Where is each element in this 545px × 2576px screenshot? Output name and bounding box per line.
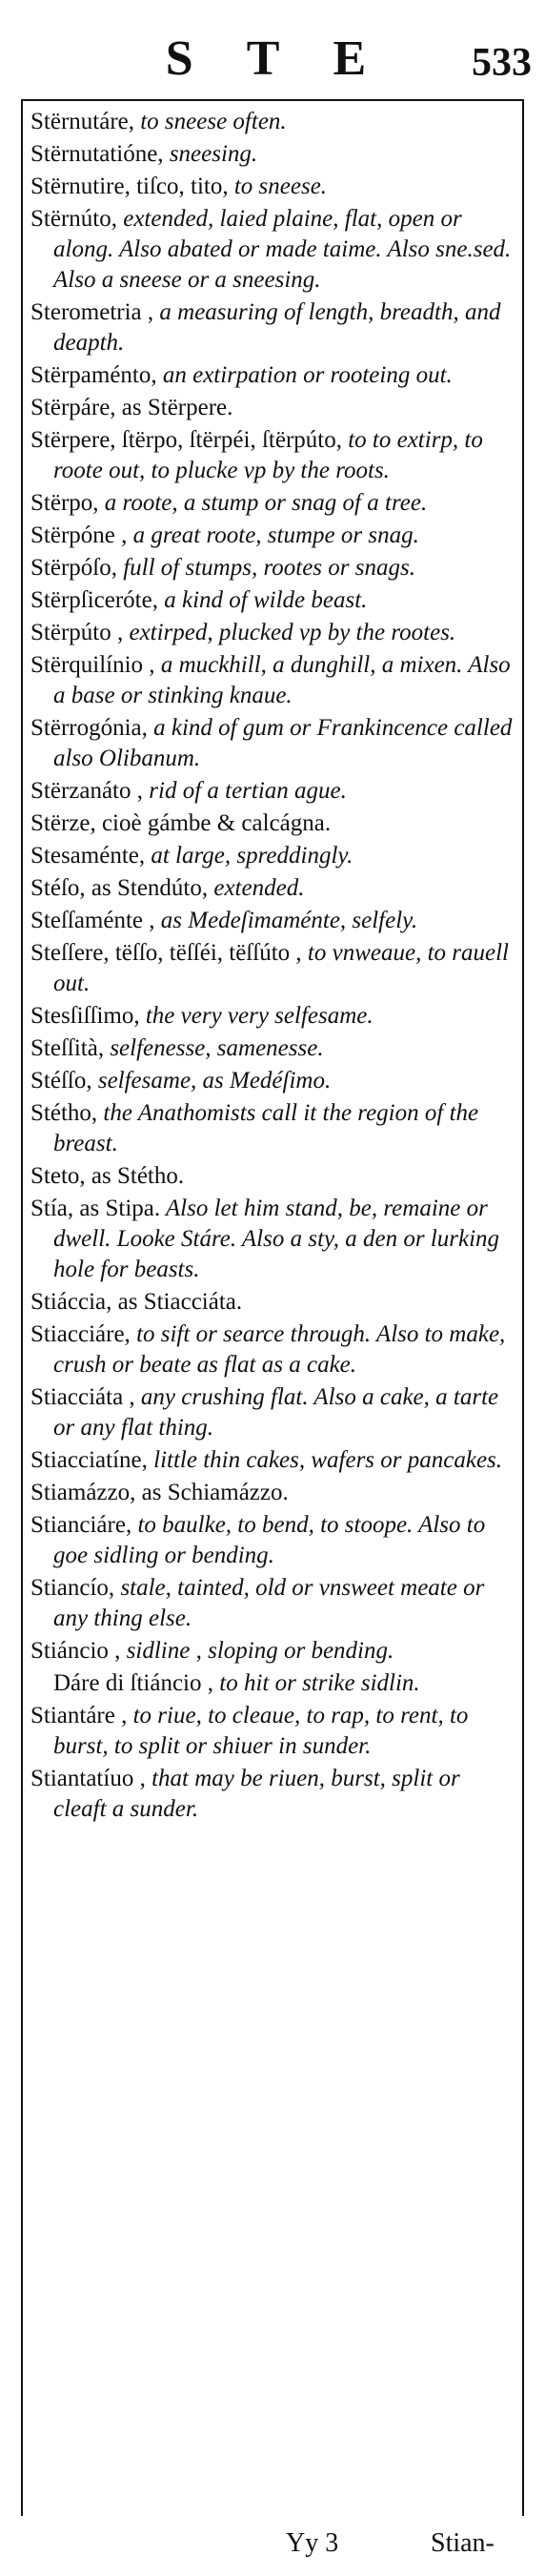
- entry-headword: Dáre di ſtiáncio ,: [53, 1670, 213, 1696]
- catchword: Stian-: [431, 2528, 495, 2558]
- entry-gloss: Also let him stand, be, remaine or dwell. Looke Stáre. Also a sty, a den or lurking hole for beasts.: [53, 1196, 500, 1282]
- running-header: [0, 21, 545, 88]
- entry-headword: Stianciáre,: [30, 1512, 132, 1538]
- dictionary-entry: [30, 297, 518, 358]
- entry-gloss: a kind of gum or Frankincence called also Olibanum.: [53, 715, 513, 771]
- entry-headword: Stërpo,: [30, 490, 99, 516]
- dictionary-entry: [30, 1287, 518, 1318]
- dictionary-entry: [30, 1636, 518, 1666]
- entry-gloss: a great roote, stumpe or snag.: [127, 522, 419, 548]
- entry-headword: Stërpáre, as Stërpere.: [30, 395, 233, 420]
- entry-gloss: a roote, a stump or snag of a tree.: [98, 490, 428, 516]
- dictionary-entry: [30, 1161, 518, 1192]
- dictionary-entry: [30, 585, 518, 616]
- dictionary-entry: [30, 1319, 518, 1380]
- entry-gloss: selfesame, as Medéſimo.: [91, 1068, 332, 1094]
- entry-gloss: the Anathomists call it the region of the breast.: [53, 1100, 479, 1156]
- dictionary-entry: [30, 1478, 518, 1508]
- entry-gloss: the very very selfesame.: [139, 1003, 373, 1029]
- dictionary-entry: [30, 204, 518, 296]
- dictionary-entry: [30, 906, 518, 936]
- entry-gloss: at large, spreddingly.: [145, 843, 353, 869]
- entry-gloss: to sneese often.: [133, 109, 287, 134]
- dictionary-entry: [30, 521, 518, 551]
- entry-gloss: full of stumps, rootes or snags.: [116, 555, 415, 581]
- entry-headword: Stiantatíuo ,: [30, 1766, 146, 1791]
- entry-gloss: to baulke, to bend, to stoope. Also to goe sidling or bending.: [53, 1512, 486, 1568]
- dictionary-entry: [30, 139, 518, 170]
- entry-headword: Stétho,: [30, 1100, 98, 1126]
- signature-mark: Yy 3: [286, 2528, 339, 2558]
- top-rule: [21, 99, 524, 101]
- dictionary-entry: [30, 618, 518, 648]
- entry-headword: Stesaménte,: [30, 843, 146, 869]
- entry-headword: Stërpóſo,: [30, 555, 117, 581]
- dictionary-entry: [30, 107, 518, 137]
- entry-gloss: a kind of wilde beast.: [157, 587, 368, 613]
- entry-gloss: to sneese.: [228, 174, 328, 199]
- entry-headword: Stiancío,: [30, 1575, 115, 1601]
- page-number: 533: [472, 41, 532, 85]
- entry-headword: Stiantáre ,: [30, 1703, 128, 1728]
- entry-headword: Stërnutatióne,: [30, 141, 164, 167]
- dictionary-entry: [30, 1001, 518, 1032]
- entry-headword: Stërpaménto,: [30, 362, 157, 388]
- entry-headword: Stërpúto ,: [30, 620, 124, 645]
- dictionary-entry: [30, 1701, 518, 1762]
- dictionary-entry: [30, 1445, 518, 1476]
- dictionary-entry: [30, 1194, 518, 1285]
- entry-gloss: an extirpation or rooteing out.: [156, 362, 453, 388]
- entry-gloss: to riue, to cleaue, to rap, to rent, to burst, to split or shiuer in sunder.: [53, 1703, 469, 1759]
- entry-gloss: extended.: [208, 875, 305, 901]
- dictionary-entry: [30, 425, 518, 486]
- entry-headword: Stiáccia, as Stiacciáta.: [30, 1289, 243, 1315]
- entry-headword: Stiamázzo, as Schiamázzo.: [30, 1480, 289, 1505]
- entry-headword: Stéſo, as Stendúto,: [30, 875, 209, 901]
- dictionary-entry: [30, 1510, 518, 1571]
- entry-gloss: as Medeſimaménte, selfely.: [154, 908, 418, 933]
- entry-headword: Stía, as Stipa.: [30, 1196, 161, 1221]
- entry-headword: Stiáncio ,: [30, 1638, 121, 1664]
- entry-headword: Stiacciáre,: [30, 1321, 131, 1347]
- entry-gloss: stale, tainted, old or vnsweet meate or any thing else.: [53, 1575, 485, 1631]
- dictionary-entry: [30, 1382, 518, 1443]
- entry-gloss: sidline , sloping or bending.: [120, 1638, 394, 1664]
- entry-headword: Stërze, cioè gámbe & calcágna.: [30, 810, 332, 836]
- entry-headword: Stërzanáto ,: [30, 778, 144, 804]
- entry-gloss: a measuring of length, breadth, and deapth.: [53, 299, 501, 356]
- dictionary-entry: [30, 1764, 518, 1825]
- dictionary-entry: [30, 1573, 518, 1634]
- dictionary-entry: [30, 1098, 518, 1159]
- dictionary-entry: [30, 553, 518, 583]
- dictionary-entry: [30, 938, 518, 999]
- dictionary-entry: [30, 841, 518, 871]
- dictionary-entry: [30, 360, 518, 391]
- entry-headword: Steſſità,: [30, 1035, 105, 1061]
- dictionary-entry: [30, 488, 518, 519]
- entry-gloss: extirped, plucked vp by the rootes.: [123, 620, 456, 645]
- entry-headword: Stërrogónia,: [30, 715, 148, 741]
- entry-headword: Stërnutire, tiſco, tito,: [30, 174, 229, 199]
- entry-headword: Sterometria ,: [30, 299, 154, 325]
- entry-headword: Stërquilínio ,: [30, 652, 155, 678]
- entry-headword: Steto, as Stétho.: [30, 1163, 185, 1189]
- right-rule: [522, 99, 524, 2516]
- dictionary-entry: [30, 172, 518, 202]
- page-footer: [0, 2521, 545, 2568]
- entry-gloss: rid of a tertian ague.: [143, 778, 347, 804]
- entry-gloss: that may be riuen, burst, split or cleaft a sunder.: [53, 1766, 460, 1822]
- entry-gloss: little thin cakes, wafers or pancakes.: [147, 1447, 503, 1473]
- entry-gloss: selfenesse, samenesse.: [104, 1035, 324, 1061]
- dictionary-entry: [30, 713, 518, 774]
- dictionary-entry: [30, 650, 518, 711]
- entry-gloss: to vnweaue, to rauell out.: [53, 940, 509, 996]
- entry-headword: Stiacciáta ,: [30, 1384, 135, 1410]
- entry-headword: Stërpóne ,: [30, 522, 128, 548]
- dictionary-entry: [30, 393, 518, 423]
- entry-headword: Stiacciatíne,: [30, 1447, 148, 1473]
- entry-headword: Steſſaménte ,: [30, 908, 155, 933]
- dictionary-entry: [30, 808, 518, 839]
- dictionary-entry: [30, 1066, 518, 1096]
- entry-headword: Stesſiſſimo,: [30, 1003, 140, 1029]
- entry-headword: Stërpere, ſtërpo, ſtërpéi, ſtërpúto,: [30, 427, 342, 453]
- entry-gloss: a muckhill, a dunghill, a mixen. Also a base or stinking knaue.: [53, 652, 511, 708]
- entry-gloss: to sift or searce through. Also to make, crush or beate as flat as a cake.: [53, 1321, 506, 1378]
- entry-gloss: to to extirp, to roote out, to plucke vp by the roots.: [53, 427, 483, 483]
- entry-gloss: any crushing flat. Also a cake, a tarte or any flat thing.: [53, 1384, 499, 1441]
- entry-headword: Steſſere, tëſſo, tëſſéi, tëſſúto ,: [30, 940, 302, 966]
- entry-gloss: extended, laied plaine, flat, open or along. Also abated or made taime. Also sne.sed. Also a sneese or a sneesing.: [53, 206, 512, 293]
- dictionary-entry: [30, 1668, 518, 1699]
- dictionary-entry: [30, 873, 518, 904]
- entry-headword: Stërpſiceróte,: [30, 587, 158, 613]
- left-rule: [21, 99, 23, 2516]
- dictionary-entry: [30, 776, 518, 807]
- running-title: S T E: [165, 31, 388, 86]
- entry-headword: Stërnutáre,: [30, 109, 134, 134]
- dictionary-entry: [30, 1033, 518, 1064]
- entry-headword: Stërnúto,: [30, 206, 117, 232]
- entry-gloss: sneesing.: [163, 141, 258, 167]
- entry-gloss: to hit or strike sidlin.: [213, 1670, 420, 1696]
- entry-column: [30, 107, 518, 1827]
- entry-headword: Stéſſo,: [30, 1068, 92, 1094]
